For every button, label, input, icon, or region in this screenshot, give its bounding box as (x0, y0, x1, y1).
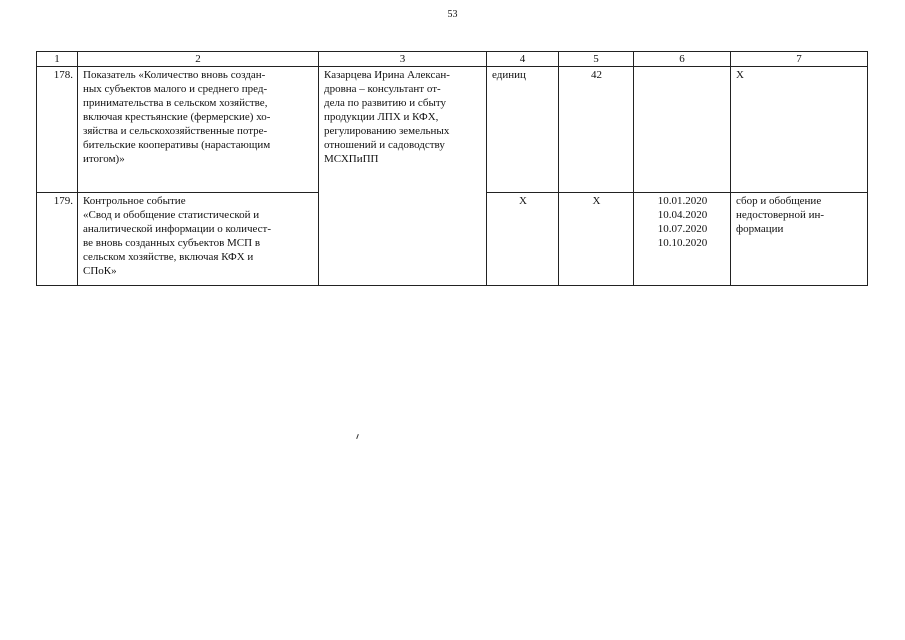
row-description: Контрольное событие «Свод и обобщение статистической и аналитической информации о количест- ве вновь созданных субъектов МСП в сельском хозяйстве, включая КФХ и СПоК» (78, 193, 319, 286)
scan-mark (356, 434, 359, 439)
column-header-6: 6 (634, 52, 731, 67)
header-row (37, 52, 868, 67)
row-number: 179. (37, 193, 78, 286)
table-row (37, 67, 868, 193)
row-value: 42 (559, 67, 634, 193)
column-header-3: 3 (319, 52, 487, 67)
column-header-2: 2 (78, 52, 319, 67)
row-value: Х (559, 193, 634, 286)
row-unit: Х (487, 193, 559, 286)
page-number: 53 (447, 9, 458, 20)
column-header-4: 4 (487, 52, 559, 67)
row-note: Х (731, 67, 868, 193)
row-number: 178. (37, 67, 78, 193)
column-header-7: 7 (731, 52, 868, 67)
row-responsible: Казарцева Ирина Алексан- дровна – консультант от- дела по развитию и сбыту продукции ЛПХ и КФХ, регулированию земельных отношений и садоводству МСХПиПП (319, 67, 487, 286)
row-unit: единиц (487, 67, 559, 193)
column-header-1: 1 (37, 52, 78, 67)
row-note: сбор и обобщение недостоверной ин- формации (731, 193, 868, 286)
row-description: Показатель «Количество вновь создан- ных субъектов малого и среднего пред- принимательства в сельском хозяйстве, включая крестьянские (фермерские) хо- зяйства и сельскохозяйственные потре- бительские кооперативы (нарастающим итогом)» (78, 67, 319, 193)
data-table (36, 51, 868, 286)
row-dates: 10.01.2020 10.04.2020 10.07.2020 10.10.2020 (634, 193, 731, 286)
row-dates (634, 67, 731, 193)
column-header-5: 5 (559, 52, 634, 67)
